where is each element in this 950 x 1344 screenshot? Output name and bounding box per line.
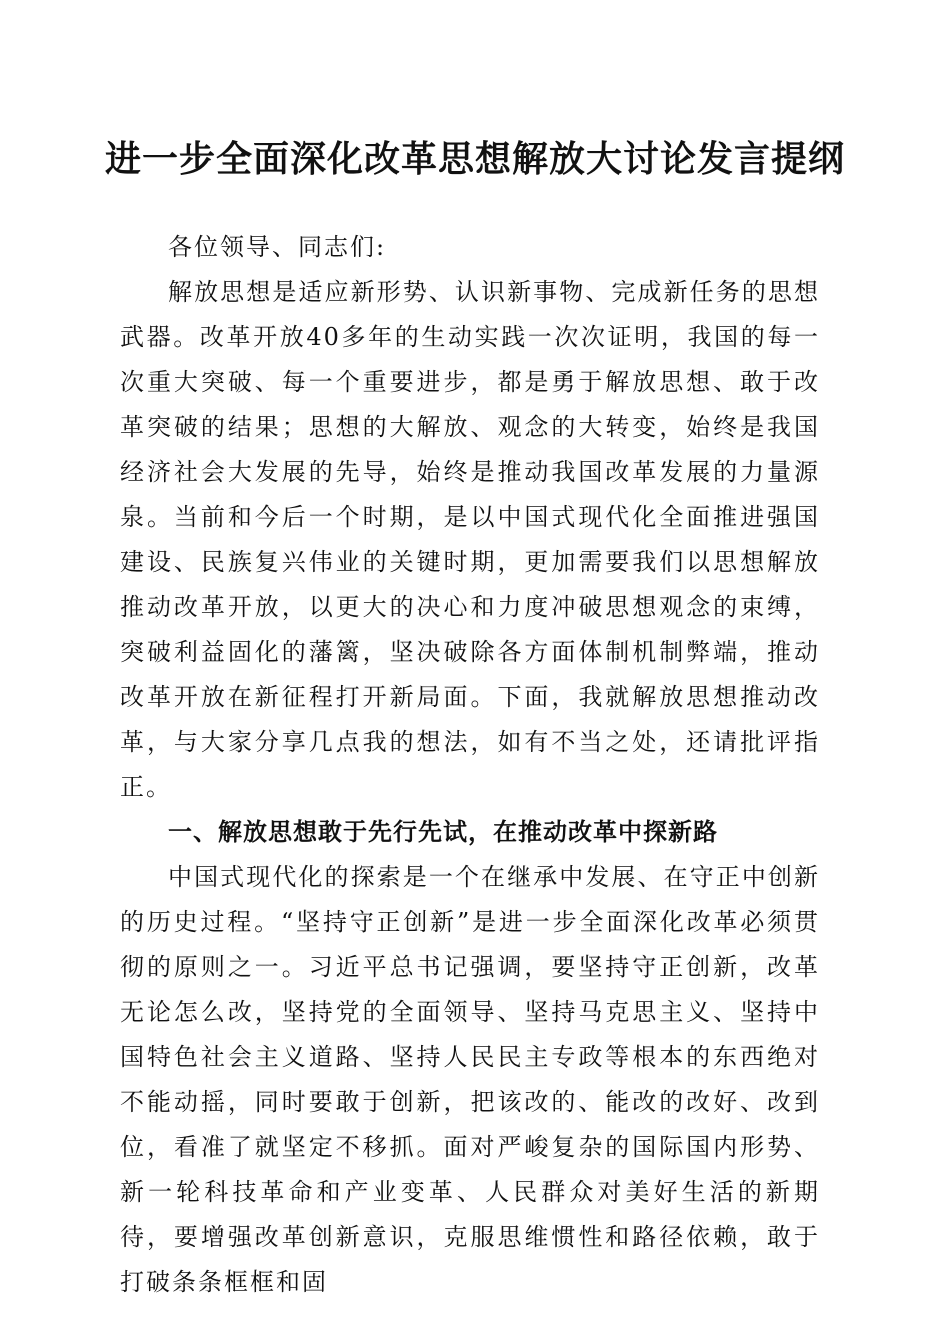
paragraph-section-1: 中国式现代化的探索是一个在继承中发展、在守正中创新的历史过程。“坚持守正创新”是进一步全面深化改革必须贯彻的原则之一。习近平总书记强调，要坚持守正创新，改革无论怎么改，坚持党的全面领导、坚持马克思主义、坚持中国特色社会主义道路、坚持人民民主专政等根本的东西绝对不能动摇，同时要敢于创新，把该改的、能改的改好、改到位，看准了就坚定不移抓。面对严峻复杂的国际国内形势、新一轮科技革命和产业变革、人民群众对美好生活的新期待，要增强改革创新意识，克服思维惯性和路径依赖，敢于打破条条框框和固 <box>120 863 820 1296</box>
greeting: 各位领导、同志们: <box>168 233 387 261</box>
section-heading-1: 一、解放思想敢于先行先试，在推动改革中探新路 <box>168 818 718 846</box>
document-body <box>120 225 820 1305</box>
document-title: 进一步全面深化改革思想解放大讨论发言提纲 <box>104 138 845 180</box>
paragraph-intro: 解放思想是适应新形势、认识新事物、完成新任务的思想武器。改革开放40多年的生动实践一次次证明，我国的每一次重大突破、每一个重要进步，都是勇于解放思想、敢于改革突破的结果；思想的大解放、观念的大转变，始终是我国经济社会大发展的先导，始终是推动我国改革发展的力量源泉。当前和今后一个时期，是以中国式现代化全面推进强国建设、民族复兴伟业的关键时期，更加需要我们以思想解放推动改革开放，以更大的决心和力度冲破思想观念的束缚，突破利益固化的藩篱，坚决破除各方面体制机制弊端，推动改革开放在新征程打开新局面。下面，我就解放思想推动改革，与大家分享几点我的想法，如有不当之处，还请批评指正。 <box>120 278 820 801</box>
